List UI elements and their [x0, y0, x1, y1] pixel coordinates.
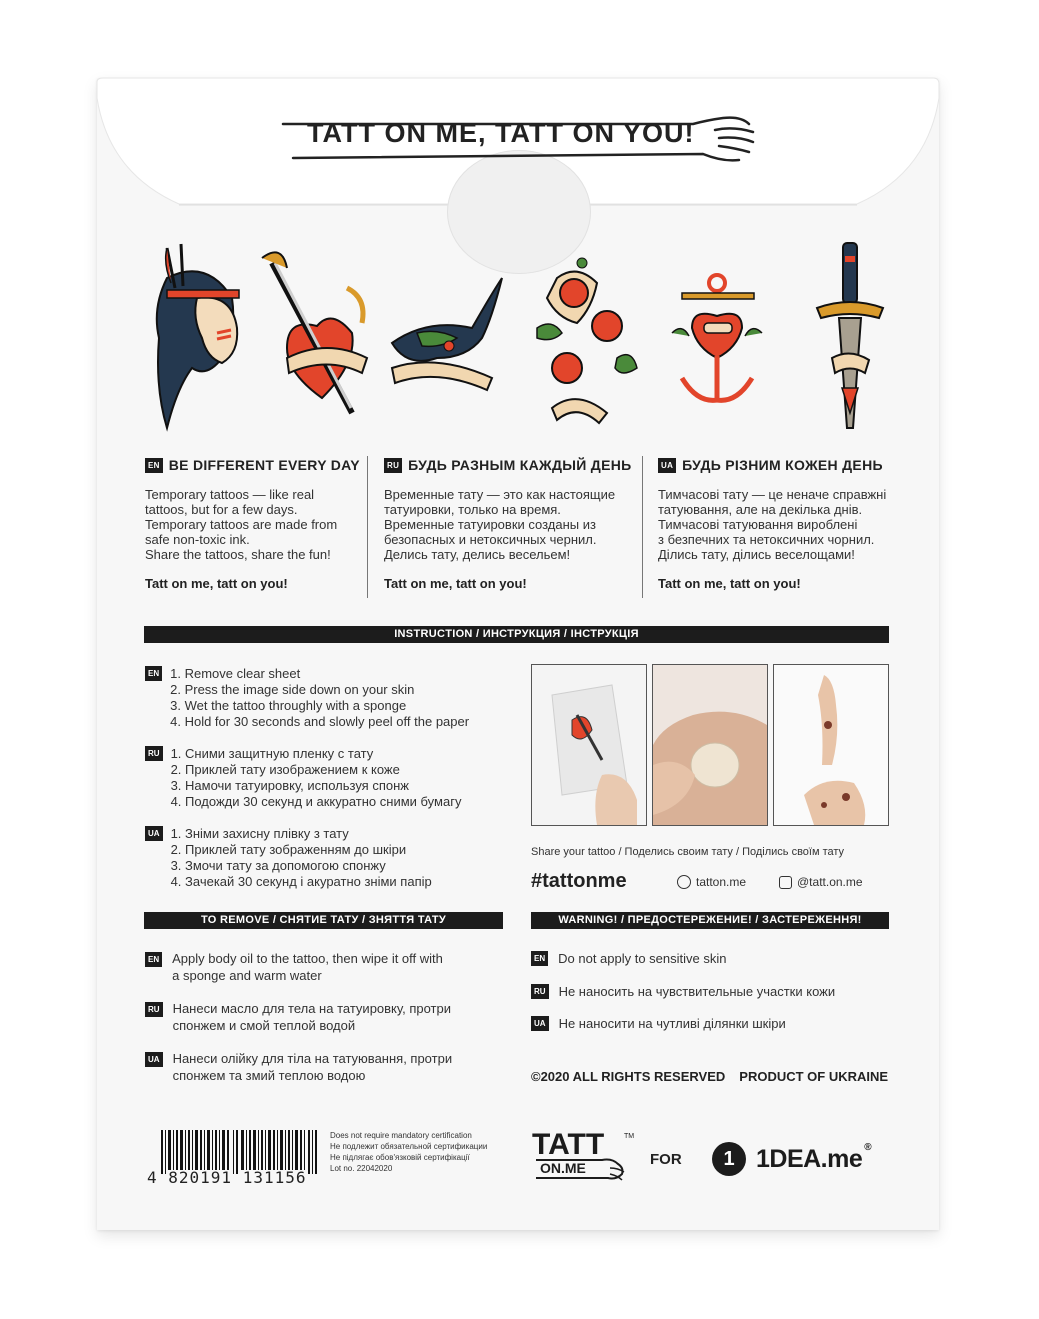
remove-line: спонжем та змий теплою водою	[172, 1068, 366, 1083]
legal-line	[531, 1069, 902, 1084]
instruction-step: 4. Зачекай 30 секунд і акуратно зніми папір	[170, 874, 432, 889]
logo-onme-text: ON.ME	[540, 1160, 586, 1176]
instruction-step: 1. Remove clear sheet	[170, 666, 301, 681]
column-line: tattoos, but for a few days.	[145, 502, 298, 517]
instruction-step: 2. Press the image side down on your skin	[170, 682, 415, 697]
lang-badge-ru: RU	[145, 746, 163, 761]
remove-line: Нанеси масло для тела на татуировку, протри	[172, 1001, 451, 1016]
logo-tm-text: TM	[624, 1133, 635, 1140]
anchor-handshake-tattoo-icon	[672, 275, 762, 400]
column-tagline: Tatt on me, tatt on you!	[384, 576, 527, 591]
instruction-ua	[145, 826, 432, 890]
instagram-icon	[779, 876, 792, 889]
instruction-step: 3. Wet the tattoo throughly with a sponge	[170, 698, 407, 713]
lang-badge-en: EN	[531, 951, 548, 966]
warning-text: Не наносити на чутливі ділянки шкіри	[558, 1016, 786, 1031]
idea-name: 1DEA.me	[756, 1144, 863, 1173]
instagram-link[interactable]	[779, 875, 863, 889]
lang-badge-ru: RU	[531, 984, 549, 999]
website-link[interactable]	[677, 875, 746, 889]
column-en	[145, 458, 360, 591]
column-line: з безпечних та нетоксичних чорнил.	[658, 532, 875, 547]
lang-badge-ua: UA	[145, 1052, 163, 1067]
column-line: Тимчасові татуювання вироблені	[658, 517, 858, 532]
column-title: БУДЬ РІЗНИМ КОЖЕН ДЕНЬ	[682, 457, 883, 473]
column-line: Тимчасові тату — це неначе справжні	[658, 487, 887, 502]
instruction-step: 3. Змочи тату за допомогою спонжу	[170, 858, 386, 873]
instagram-text: @tatt.on.me	[797, 875, 863, 889]
lang-badge-ua: UA	[658, 458, 676, 473]
cert-line: Lot no. 22042020	[330, 1164, 393, 1173]
column-line: Temporary tattoos — like real	[145, 487, 315, 502]
column-line: Временные тату — это как настоящие	[384, 487, 616, 502]
envelope	[97, 78, 939, 1230]
warning-item-ru	[531, 984, 835, 999]
vertical-dagger-tattoo-icon	[817, 243, 883, 428]
column-line: татуировки, только на время.	[384, 502, 561, 517]
instruction-step: 2. Приклей тату зображенням до шкіри	[170, 842, 407, 857]
warning-bar: WARNING! / ПРЕДОСТЕРЕЖЕНИЕ! / ЗАСТЕРЕЖЕННЯ!	[531, 912, 889, 929]
certification-text	[330, 1130, 487, 1174]
lang-badge-en: EN	[145, 666, 162, 681]
instruction-step: 1. Зніми захисну плівку з тату	[170, 826, 349, 841]
column-line: safe non-toxic ink.	[145, 532, 250, 547]
instruction-ru	[145, 746, 461, 810]
lang-badge-ru: RU	[384, 458, 402, 473]
lang-badge-ua: UA	[145, 826, 163, 841]
remove-item-ru	[145, 1000, 451, 1034]
photo-tattooed-hands	[773, 664, 889, 826]
column-line: безопасных и нетоксичных чернил.	[384, 532, 597, 547]
column-divider	[367, 456, 368, 598]
column-line: Временные татуировки созданы из	[384, 517, 596, 532]
instruction-step: 4. Hold for 30 seconds and slowly peel off the paper	[170, 714, 470, 729]
roses-tattoo-icon	[537, 258, 637, 423]
remove-bar: TO REMOVE / СНЯТИЕ ТАТУ / ЗНЯТТЯ ТАТУ	[144, 912, 503, 929]
warning-text: Do not apply to sensitive skin	[558, 951, 727, 966]
remove-line: Apply body oil to the tattoo, then wipe it off with	[172, 951, 443, 966]
column-line: Ділись тату, ділись веселощами!	[658, 547, 855, 562]
share-text: Share your tattoo / Поделись своим тату / Поділись своїм тату	[531, 846, 845, 858]
lang-badge-en: EN	[145, 952, 162, 967]
cert-line: Does not require mandatory certification	[330, 1131, 472, 1140]
remove-line: спонжем и смой теплой водой	[172, 1018, 356, 1033]
tattoo-illustrations	[137, 238, 907, 438]
column-title: БУДЬ РАЗНЫМ КАЖДЫЙ ДЕНЬ	[408, 457, 632, 473]
instruction-en	[145, 666, 469, 730]
tatt-on-me-logo	[532, 1128, 635, 1188]
hashtag: #tattonme	[531, 870, 627, 892]
remove-item-en	[145, 950, 443, 984]
column-tagline: Tatt on me, tatt on you!	[145, 576, 288, 591]
globe-icon	[677, 875, 691, 889]
cert-line: Не підлягає обов'язковій сертифікації	[330, 1153, 470, 1162]
website-text: tatton.me	[696, 875, 747, 889]
idea-me-logo	[712, 1142, 872, 1176]
instruction-step: 3. Намочи татуировку, используя спонж	[170, 778, 409, 793]
for-text: FOR	[650, 1151, 682, 1168]
warning-text: Не наносить на чувствительные участки кожи	[558, 984, 836, 999]
remove-item-ua	[145, 1050, 452, 1084]
registered-mark: ®	[864, 1142, 872, 1153]
column-line: Делись тату, делись весельем!	[384, 547, 571, 562]
remove-line: Нанеси олійку для тіла на татуювання, протри	[172, 1051, 453, 1066]
column-line: татуювання, але на декілька днів.	[658, 502, 863, 517]
instruction-step: 4. Подожди 30 секунд и аккуратно сними бумагу	[170, 794, 462, 809]
rights-text: ©2020 ALL RIGHTS RESERVED	[531, 1069, 726, 1084]
logo-tatt-text: TATT	[532, 1128, 605, 1161]
slogan: TATT ON ME, TATT ON YOU!	[307, 118, 695, 148]
lang-badge-en: EN	[145, 458, 163, 473]
warning-item-en	[531, 951, 727, 966]
column-line: Temporary tattoos are made from	[145, 517, 338, 532]
photo-remove-sheet	[531, 664, 647, 826]
lang-badge-ua: UA	[531, 1016, 549, 1031]
swallow-tattoo-icon	[392, 278, 502, 390]
column-tagline: Tatt on me, tatt on you!	[658, 576, 801, 591]
native-girl-tattoo-icon	[157, 244, 239, 428]
origin-text: PRODUCT OF UKRAINE	[739, 1069, 889, 1084]
column-line: Share the tattoos, share the fun!	[145, 547, 331, 562]
remove-line: a sponge and warm water	[172, 968, 322, 983]
warning-item-ua	[531, 1016, 786, 1031]
cert-line: Не подлежит обязательной сертификации	[330, 1142, 488, 1151]
barcode-number: 4 820191 131156	[147, 1168, 307, 1187]
column-ru	[384, 458, 631, 591]
photo-apply-shoulder	[652, 664, 768, 826]
column-title: BE DIFFERENT EVERY DAY	[168, 457, 360, 473]
dagger-heart-tattoo-icon	[262, 252, 367, 413]
idea-circle-digit: 1	[712, 1142, 746, 1176]
instruction-step: 1. Сними защитную пленку с тату	[170, 746, 374, 761]
column-ua	[658, 458, 886, 591]
column-divider	[642, 456, 643, 598]
lang-badge-ru: RU	[145, 1002, 163, 1017]
instruction-step: 2. Приклей тату изображением к коже	[170, 762, 400, 777]
instruction-bar: INSTRUCTION / ИНСТРУКЦИЯ / ІНСТРУКЦІЯ	[144, 626, 889, 643]
